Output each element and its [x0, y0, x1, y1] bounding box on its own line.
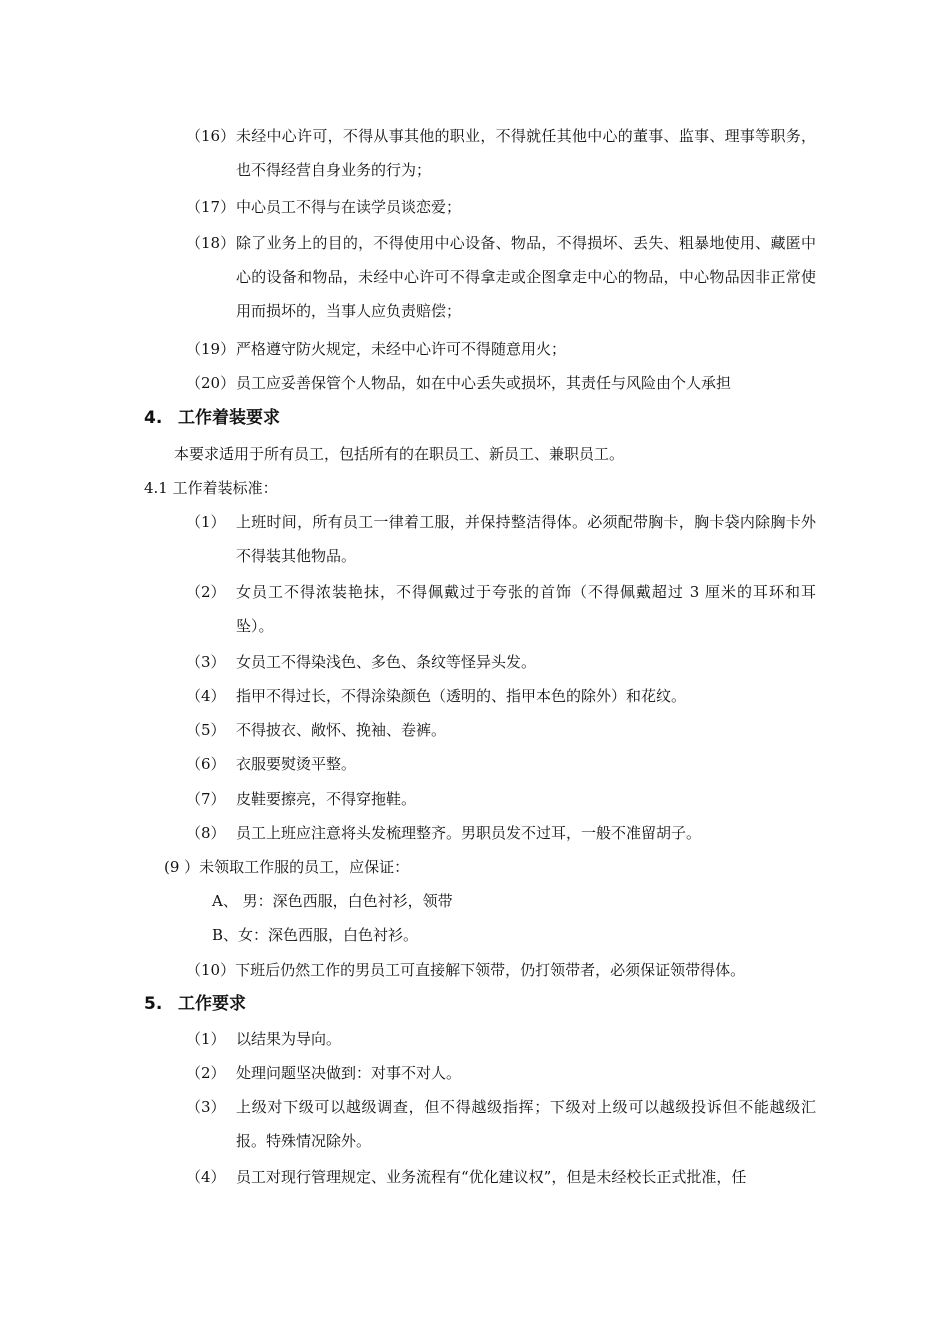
item-number: （16）	[186, 127, 236, 145]
dress-item-9: (9 ）未领取工作服的员工，应保证：	[164, 858, 410, 876]
section-number: 5.	[144, 994, 163, 1014]
work-item-4	[186, 1160, 816, 1194]
rule-item-20	[186, 366, 816, 400]
rule-item-19	[186, 332, 816, 366]
dress-item-9b: B、女：深色西服，白色衬衫。	[212, 926, 419, 944]
rule-item-16	[186, 119, 816, 187]
item-text: 员工应妥善保管个人物品，如在中心丢失或损坏，其责任与风险由个人承担	[236, 374, 732, 392]
rule-item-17	[186, 190, 816, 224]
item-text: 指甲不得过长，不得涂染颜色（透明的、指甲本色的除外）和花纹。	[236, 687, 687, 705]
dress-item-3	[186, 645, 816, 679]
item-number: （19）	[186, 340, 236, 358]
item-number: （8）	[186, 824, 226, 842]
item-text: 不得披衣、敞怀、挽袖、卷裤。	[236, 721, 447, 739]
item-text: 处理问题坚决做到：对事不对人。	[236, 1064, 462, 1082]
dress-item-4	[186, 679, 816, 713]
item-text: 上班时间，所有员工一律着工服，并保持整洁得体。必须配带胸卡，胸卡袋内除胸卡外不得装其他物品。	[236, 513, 816, 565]
item-number: （7）	[186, 790, 226, 808]
dress-item-9a: A、 男：深色西服，白色衬衫，领带	[212, 892, 453, 910]
work-item-1	[186, 1022, 816, 1056]
work-item-2	[186, 1056, 816, 1090]
item-text: 女员工不得染浅色、多色、条纹等怪异头发。	[236, 653, 537, 671]
item-text: 以结果为导向。	[236, 1030, 342, 1048]
dress-item-1	[186, 505, 816, 573]
item-text: 衣服要熨烫平整。	[236, 755, 357, 773]
subsection-4-1-heading: 4.1 工作着装标准：	[144, 479, 278, 497]
section-5-heading	[144, 987, 246, 1021]
item-text: 上级对下级可以越级调查，但不得越级指挥；下级对上级可以越级投诉但不能越级汇报。特殊情况除外。	[236, 1098, 816, 1150]
item-number: （17）	[186, 198, 236, 216]
dress-item-10: （10）下班后仍然工作的男员工可直接解下领带，仍打领带者，必须保证领带得体。	[186, 961, 746, 979]
section-4-heading	[144, 401, 280, 435]
item-text: 员工对现行管理规定、业务流程有“优化建议权”，但是未经校长正式批准，任	[236, 1168, 747, 1186]
section-number: 4.	[144, 408, 163, 428]
section-title: 工作要求	[178, 994, 246, 1014]
item-number: （4）	[186, 687, 226, 705]
work-item-3	[186, 1090, 816, 1158]
item-number: （1）	[186, 513, 226, 531]
item-number: （1）	[186, 1030, 226, 1048]
item-number: （4）	[186, 1168, 226, 1186]
item-text: 严格遵守防火规定，未经中心许可不得随意用火；	[236, 340, 567, 358]
dress-item-5	[186, 713, 816, 747]
item-text: 员工上班应注意将头发梳理整齐。男职员发不过耳，一般不准留胡子。	[236, 824, 702, 842]
item-number: （3）	[186, 1098, 226, 1116]
dress-item-8	[186, 816, 816, 850]
item-text: 中心员工不得与在读学员谈恋爱；	[236, 198, 462, 216]
item-number: （6）	[186, 755, 226, 773]
item-text: 除了业务上的目的，不得使用中心设备、物品，不得损坏、丢失、粗暴地使用、藏匿中心的设备和物品，未经中心许可不得拿走或企图拿走中心的物品，中心物品因非正常使用而损坏的，当事人应负责赔偿；	[236, 234, 816, 320]
section-4-intro: 本要求适用于所有员工，包括所有的在职员工、新员工、兼职员工。	[174, 445, 625, 463]
dress-item-7	[186, 782, 816, 816]
item-number: （5）	[186, 721, 226, 739]
section-title: 工作着装要求	[178, 408, 280, 428]
item-text: 未经中心许可，不得从事其他的职业，不得就任其他中心的董事、监事、理事等职务，也不得经营自身业务的行为；	[236, 127, 816, 179]
item-number: （3）	[186, 653, 226, 671]
dress-item-2	[186, 575, 816, 643]
dress-item-6	[186, 747, 816, 781]
item-text: 皮鞋要擦亮，不得穿拖鞋。	[236, 790, 417, 808]
item-number: （2）	[186, 1064, 226, 1082]
item-number: （2）	[186, 583, 226, 601]
item-text: 女员工不得浓装艳抹，不得佩戴过于夸张的首饰（不得佩戴超过 3 厘米的耳环和耳坠）。	[236, 583, 816, 635]
item-number: （18）	[186, 234, 236, 252]
rule-item-18	[186, 226, 816, 328]
item-number: （20）	[186, 374, 236, 392]
